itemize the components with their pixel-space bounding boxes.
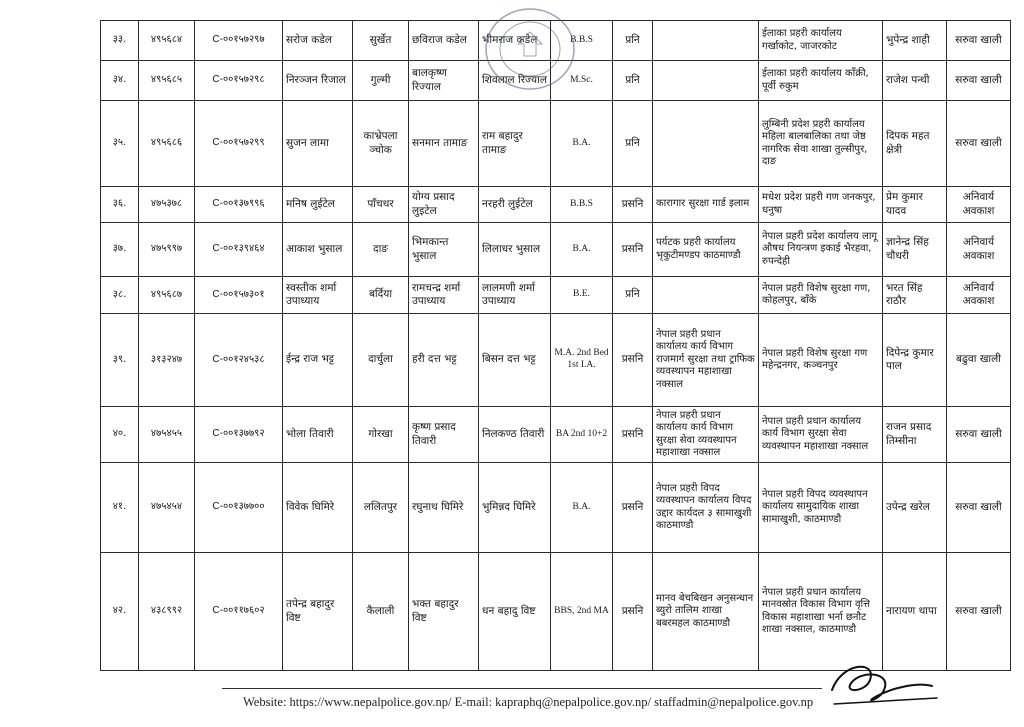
code-number-cell: C-००१२४५३८ bbox=[195, 314, 283, 407]
current-office-cell: कारागार सुरक्षा गार्ड इलाम bbox=[653, 187, 759, 223]
grandfather-name-cell: भीमराज कडेल bbox=[479, 21, 551, 61]
qualification-cell: M.Sc. bbox=[551, 61, 613, 101]
code-number-cell: C-००१५७२९७ bbox=[195, 21, 283, 61]
table-row bbox=[101, 21, 1011, 61]
code-number-cell: C-००१३७७०० bbox=[195, 463, 283, 553]
code-number-cell: C-००१३७९९६ bbox=[195, 187, 283, 223]
name-cell: ईन्द्र राज भट्ट bbox=[283, 314, 353, 407]
serial-number-cell: ३७. bbox=[101, 223, 139, 277]
new-office-cell: नेपाल प्रहरी प्रधान कार्यालय कार्य विभाग सुरक्षा सेवा व्यवस्थापन महाशाखा नक्साल bbox=[759, 407, 883, 463]
qualification-cell: BA 2nd 10+2 bbox=[551, 407, 613, 463]
grandfather-name-cell: धन बहादु विष्ट bbox=[479, 553, 551, 671]
police-id-cell: ४९५६८४ bbox=[139, 21, 195, 61]
police-id-cell: ४७५३७८ bbox=[139, 187, 195, 223]
rank-cell: प्रसनि bbox=[613, 407, 653, 463]
name-cell: तपेन्द्र बहादुर विष्ट bbox=[283, 553, 353, 671]
police-id-cell: ४७५९९७ bbox=[139, 223, 195, 277]
rank-cell: प्रनि bbox=[613, 101, 653, 187]
district-cell: दार्चुला bbox=[353, 314, 409, 407]
grandfather-name-cell: भुमिन्नद घिमिरे bbox=[479, 463, 551, 553]
new-office-cell: ईलाका प्रहरी कार्यालय गर्खाकोट, जाजरकोट bbox=[759, 21, 883, 61]
personnel-table bbox=[100, 20, 1011, 671]
vacancy-status-cell: अनिवार्य अवकाश bbox=[947, 223, 1011, 277]
district-cell: काभ्रेपला ञ्चोक bbox=[353, 101, 409, 187]
name-cell: स्वस्तीक शर्मा उपाध्याय bbox=[283, 277, 353, 314]
recommender-cell: भुपेन्द्र शाही bbox=[883, 21, 947, 61]
police-id-cell: ४९५६८५ bbox=[139, 61, 195, 101]
police-id-cell: ३१३२४७ bbox=[139, 314, 195, 407]
new-office-cell: नेपाल प्रहरी प्रदेश कार्यालय लागू औषध नियन्त्रण इकाई भैरहवा, रुपन्देही bbox=[759, 223, 883, 277]
name-cell: विवेक घिमिरे bbox=[283, 463, 353, 553]
vacancy-status-cell: सरुवा खाली bbox=[947, 407, 1011, 463]
rank-cell: प्रनि bbox=[613, 277, 653, 314]
police-id-cell: ४३८९९२ bbox=[139, 553, 195, 671]
new-office-cell: नेपाल प्रहरी विशेष सुरक्षा गण महेन्द्रनगर, कञ्चनपुर bbox=[759, 314, 883, 407]
name-cell: निरञ्जन रिजाल bbox=[283, 61, 353, 101]
current-office-cell: नेपाल प्रहरी विपद व्यवस्थापन कार्यालय विपद उद्दार कार्यदल ३ सामाखुशी काठमाण्डौ bbox=[653, 463, 759, 553]
recommender-cell: राजेश पन्थी bbox=[883, 61, 947, 101]
code-number-cell: C-००१३९४६४ bbox=[195, 223, 283, 277]
qualification-cell: B.A. bbox=[551, 463, 613, 553]
new-office-cell: नेपाल प्रहरी प्रधान कार्यालय मानवस्रोत विकास विभाग वृत्ति विकास महाशाखा भर्ना छनौट शाखा नक्साल, काठमाण्डौ bbox=[759, 553, 883, 671]
code-number-cell: C-००१५७२९८ bbox=[195, 61, 283, 101]
qualification-cell: B.A. bbox=[551, 101, 613, 187]
qualification-cell: BBS, 2nd MA bbox=[551, 553, 613, 671]
footer-contact-text: Website: https://www.nepalpolice.gov.np/ E-mail: kapraphq@nepalpolice.gov.np/ staffadmin@nepalpolice.gov.np bbox=[243, 695, 814, 709]
qualification-cell: M.A. 2nd Bed 1st I.A. bbox=[551, 314, 613, 407]
table-row bbox=[101, 407, 1011, 463]
current-office-cell: नेपाल प्रहरी प्रधान कार्यालय कार्य विभाग राजमार्ग सुरक्षा तथा ट्राफिक व्यवस्थापन महाशाखा नक्साल bbox=[653, 314, 759, 407]
footer-divider bbox=[222, 688, 822, 689]
serial-number-cell: ४२. bbox=[101, 553, 139, 671]
recommender-cell: दिपेन्द्र कुमार पाल bbox=[883, 314, 947, 407]
serial-number-cell: ३८. bbox=[101, 277, 139, 314]
current-office-cell bbox=[653, 21, 759, 61]
rank-cell: प्रसनि bbox=[613, 463, 653, 553]
rank-cell: प्रसनि bbox=[613, 187, 653, 223]
new-office-cell: नेपाल प्रहरी विपद व्यवस्थापन कार्यालय सामुदायिक शाखा सामाखुशी, काठमाण्डौ bbox=[759, 463, 883, 553]
new-office-cell: ईलाका प्रहरी कार्यालय काँक्री, पूर्वी रुकुम bbox=[759, 61, 883, 101]
recommender-cell: प्रेम कुमार यादव bbox=[883, 187, 947, 223]
vacancy-status-cell: सरुवा खाली bbox=[947, 101, 1011, 187]
rank-cell: प्रसनि bbox=[613, 314, 653, 407]
current-office-cell bbox=[653, 101, 759, 187]
vacancy-status-cell: सरुवा खाली bbox=[947, 463, 1011, 553]
current-office-cell bbox=[653, 61, 759, 101]
grandfather-name-cell: शिवलाल रिज्याल bbox=[479, 61, 551, 101]
rank-cell: प्रनि bbox=[613, 61, 653, 101]
grandfather-name-cell: लालमणी शर्मा उपाध्याय bbox=[479, 277, 551, 314]
district-cell: ललितपुर bbox=[353, 463, 409, 553]
current-office-cell: पर्यटक प्रहरी कार्यालय भृकुटीमण्डप काठमाण्डौ bbox=[653, 223, 759, 277]
serial-number-cell: ३३. bbox=[101, 21, 139, 61]
grandfather-name-cell: बिसन दत्त भट्ट bbox=[479, 314, 551, 407]
vacancy-status-cell: अनिवार्य अवकाश bbox=[947, 277, 1011, 314]
district-cell: सुर्खेत bbox=[353, 21, 409, 61]
father-name-cell: भिमकान्त भुसाल bbox=[409, 223, 479, 277]
recommender-cell: दिपक महत क्षेत्री bbox=[883, 101, 947, 187]
code-number-cell: C-००१५७३०१ bbox=[195, 277, 283, 314]
district-cell: बर्दिया bbox=[353, 277, 409, 314]
father-name-cell: रामचन्द्र शर्मा उपाध्याय bbox=[409, 277, 479, 314]
vacancy-status-cell: सरुवा खाली bbox=[947, 21, 1011, 61]
serial-number-cell: ३५. bbox=[101, 101, 139, 187]
district-cell: पाँचथर bbox=[353, 187, 409, 223]
current-office-cell bbox=[653, 277, 759, 314]
vacancy-status-cell: बढुवा खाली bbox=[947, 314, 1011, 407]
table-row bbox=[101, 187, 1011, 223]
table-row bbox=[101, 463, 1011, 553]
name-cell: सुजन लामा bbox=[283, 101, 353, 187]
qualification-cell: B.B.S bbox=[551, 187, 613, 223]
recommender-cell: उपेन्द्र खरेल bbox=[883, 463, 947, 553]
father-name-cell: हरी दत्त भट्ट bbox=[409, 314, 479, 407]
grandfather-name-cell: लिलाधर भुसाल bbox=[479, 223, 551, 277]
father-name-cell: सनमान तामाङ bbox=[409, 101, 479, 187]
name-cell: भोला तिवारी bbox=[283, 407, 353, 463]
serial-number-cell: ४१. bbox=[101, 463, 139, 553]
district-cell: कैलाली bbox=[353, 553, 409, 671]
new-office-cell: मधेश प्रदेश प्रहरी गण जनकपुर, धनुषा bbox=[759, 187, 883, 223]
table-row bbox=[101, 61, 1011, 101]
qualification-cell: B.E. bbox=[551, 277, 613, 314]
father-name-cell: भक्त बहादुर विष्ट bbox=[409, 553, 479, 671]
district-cell: दाङ bbox=[353, 223, 409, 277]
police-id-cell: ४७५४५५ bbox=[139, 407, 195, 463]
grandfather-name-cell: नरहरी लुईटेल bbox=[479, 187, 551, 223]
father-name-cell: रघुनाथ घिमिरे bbox=[409, 463, 479, 553]
recommender-cell: नारायण थापा bbox=[883, 553, 947, 671]
new-office-cell: लुम्बिनी प्रदेश प्रहरी कार्यालय महिला बालबालिका तथा जेष्ठ नागरिक सेवा शाखा तुल्सीपुर, दाङ bbox=[759, 101, 883, 187]
code-number-cell: C-००११७६०२ bbox=[195, 553, 283, 671]
grandfather-name-cell: राम बहादुर तामाङ bbox=[479, 101, 551, 187]
father-name-cell: छविराज कडेल bbox=[409, 21, 479, 61]
serial-number-cell: ३९. bbox=[101, 314, 139, 407]
serial-number-cell: ३४. bbox=[101, 61, 139, 101]
table-row bbox=[101, 101, 1011, 187]
rank-cell: प्रनि bbox=[613, 21, 653, 61]
qualification-cell: B.A. bbox=[551, 223, 613, 277]
name-cell: सरोज कडेल bbox=[283, 21, 353, 61]
table-row bbox=[101, 223, 1011, 277]
handwritten-signature bbox=[822, 652, 942, 712]
table-row bbox=[101, 277, 1011, 314]
father-name-cell: बालकृष्ण रिज्याल bbox=[409, 61, 479, 101]
qualification-cell: B.B.S bbox=[551, 21, 613, 61]
name-cell: मनिष लुईटेल bbox=[283, 187, 353, 223]
recommender-cell: भरत सिंह राठौर bbox=[883, 277, 947, 314]
table-body bbox=[101, 21, 1011, 671]
father-name-cell: कृष्ण प्रसाद तिवारी bbox=[409, 407, 479, 463]
district-cell: गोरखा bbox=[353, 407, 409, 463]
serial-number-cell: ३६. bbox=[101, 187, 139, 223]
current-office-cell: नेपाल प्रहरी प्रधान कार्यालय कार्य विभाग सुरक्षा सेवा व्यवस्थापन महाशाखा नक्साल bbox=[653, 407, 759, 463]
grandfather-name-cell: निलकण्ठ तिवारी bbox=[479, 407, 551, 463]
recommender-cell: ज्ञानेन्द्र सिंह चौधरी bbox=[883, 223, 947, 277]
vacancy-status-cell: सरुवा खाली bbox=[947, 61, 1011, 101]
code-number-cell: C-००१५७२९९ bbox=[195, 101, 283, 187]
current-office-cell: मानव बेचबिखन अनुसन्धान ब्युरो तालिम शाखा बबरमहल काठमाण्डौ bbox=[653, 553, 759, 671]
district-cell: गुल्मी bbox=[353, 61, 409, 101]
father-name-cell: योग्य प्रसाद लुइटेल bbox=[409, 187, 479, 223]
new-office-cell: नेपाल प्रहरी विशेष सुरक्षा गण, कोहलपुर, बाँके bbox=[759, 277, 883, 314]
personnel-transfer-table-sheet bbox=[100, 20, 1002, 671]
recommender-cell: राजन प्रसाद तिम्सीना bbox=[883, 407, 947, 463]
police-id-cell: ४९५६८७ bbox=[139, 277, 195, 314]
police-id-cell: ४७५४५४ bbox=[139, 463, 195, 553]
code-number-cell: C-००१३७७९२ bbox=[195, 407, 283, 463]
rank-cell: प्रसनि bbox=[613, 223, 653, 277]
name-cell: आकाश भुसाल bbox=[283, 223, 353, 277]
vacancy-status-cell: अनिवार्य अवकाश bbox=[947, 187, 1011, 223]
vacancy-status-cell: सरुवा खाली bbox=[947, 553, 1011, 671]
serial-number-cell: ४०. bbox=[101, 407, 139, 463]
police-id-cell: ४९५६८६ bbox=[139, 101, 195, 187]
rank-cell: प्रसनि bbox=[613, 553, 653, 671]
table-row bbox=[101, 314, 1011, 407]
